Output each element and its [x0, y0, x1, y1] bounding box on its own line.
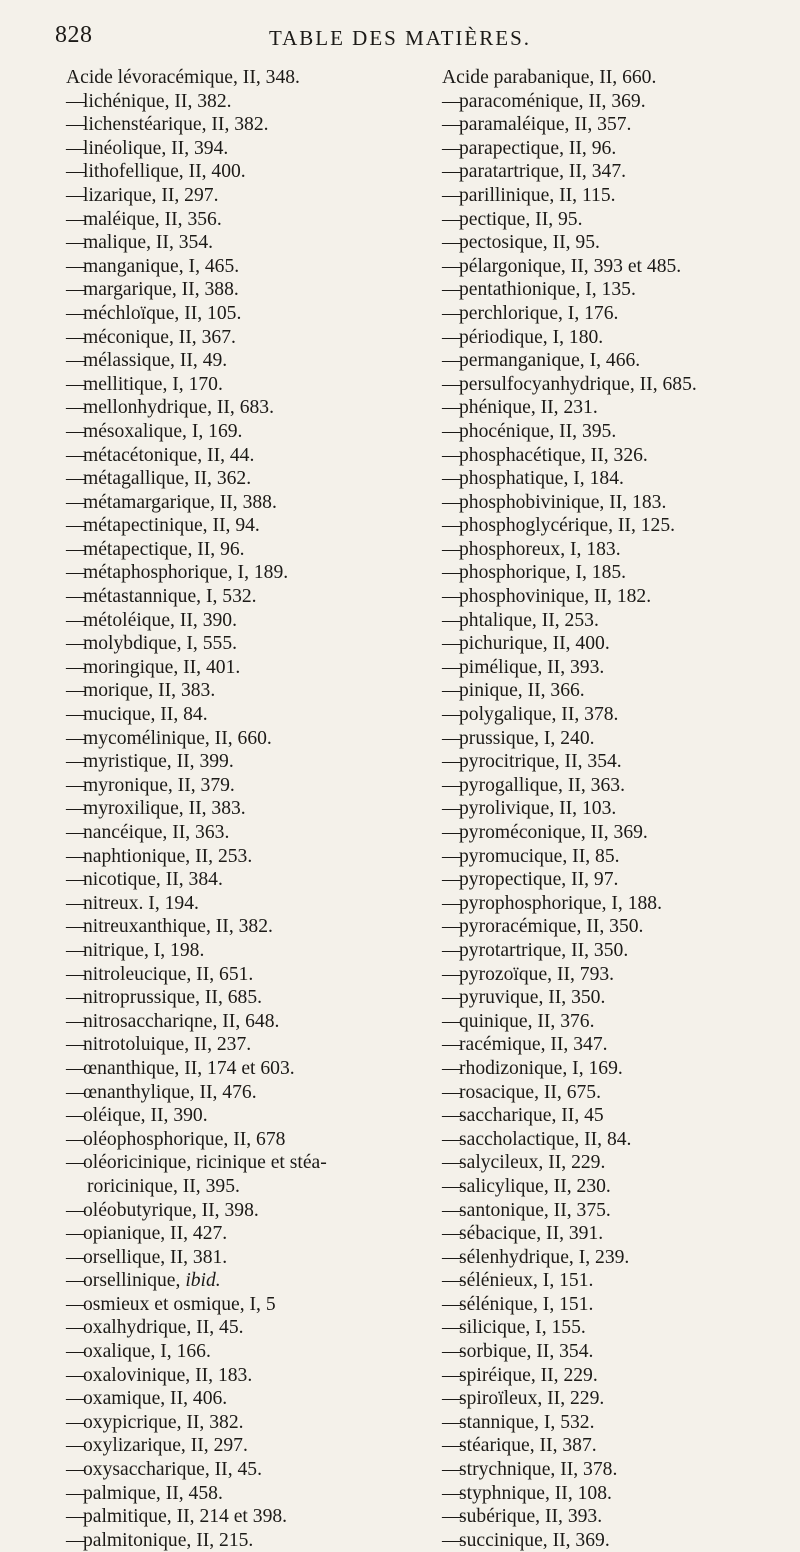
index-entry: [442, 632, 798, 656]
index-entry-text: polygalique, II, 378.: [459, 704, 619, 726]
index-entry: [442, 420, 798, 444]
index-entry: [442, 1340, 798, 1364]
index-entry-text: stéarique, II, 387.: [459, 1435, 597, 1457]
index-entry-text: mycomélinique, II, 660.: [83, 727, 272, 749]
index-entry-text: Acide lévoracémique, II, 348.: [66, 67, 300, 88]
index-entry: [442, 184, 798, 208]
index-entry: [66, 1269, 421, 1293]
index-entry: [66, 1434, 421, 1458]
index-entry-text: Acide parabanique, II, 660.: [442, 67, 657, 88]
index-entry-text: pyrolivique, II, 103.: [459, 798, 617, 820]
index-entry-text: métaphosphorique, I, 189.: [83, 562, 289, 584]
index-entry: [66, 1128, 421, 1152]
index-entry: [442, 868, 798, 892]
index-entry-text: prussique, I, 240.: [459, 727, 595, 749]
index-entry-text: métoléique, II, 390.: [83, 609, 237, 631]
index-entry: [442, 137, 798, 161]
index-entry-text: strychnique, II, 378.: [459, 1459, 618, 1481]
index-entry-text: phosphorique, I, 185.: [459, 562, 627, 584]
index-entry: [66, 915, 421, 939]
index-entry-text: mucique, II, 84.: [83, 704, 208, 726]
index-entry-text: pichurique, II, 400.: [459, 633, 610, 655]
index-entry-text: phosphovinique, II, 182.: [459, 586, 652, 608]
index-entry: [66, 1104, 421, 1128]
index-entry: [66, 514, 421, 538]
index-entry: [442, 90, 798, 114]
index-entry: [66, 1151, 421, 1175]
index-entry-text: persulfocyanhydrique, II, 685.: [459, 373, 697, 395]
index-entry-text: oxalique, I, 166.: [83, 1341, 211, 1363]
index-entry-text: métamargarique, II, 388.: [83, 491, 277, 513]
index-entry-text: palmitonique, II, 215.: [83, 1529, 254, 1551]
index-entry-text: sorbique, II, 354.: [459, 1341, 594, 1363]
index-entry: [66, 1246, 421, 1270]
index-entry-text: palmitique, II, 214 et 398.: [83, 1506, 288, 1528]
index-entry-text: pyrotartrique, II, 350.: [459, 939, 629, 961]
index-entry-text: oléophosphorique, II, 678: [83, 1128, 286, 1150]
index-entry: [442, 750, 798, 774]
index-entry: [66, 774, 421, 798]
index-entry: [66, 609, 421, 633]
index-entry: [442, 585, 798, 609]
index-entry-text: méconique, II, 367.: [83, 326, 236, 348]
index-entry-text: paratartrique, II, 347.: [459, 161, 627, 183]
index-entry-text: perchlorique, I, 176.: [459, 302, 619, 324]
index-entry: [442, 396, 798, 420]
index-entry: [66, 1222, 421, 1246]
index-entry-text: nitrotoluique, II, 237.: [83, 1034, 252, 1056]
index-entry-text: rhodizonique, I, 169.: [459, 1057, 623, 1079]
index-entry-text: parillinique, II, 115.: [459, 184, 616, 206]
index-entry: [442, 1458, 798, 1482]
index-entry-text: oxypicrique, II, 382.: [83, 1411, 244, 1433]
index-entry-text: margarique, II, 388.: [83, 279, 239, 301]
index-entry: [66, 90, 421, 114]
index-entry: [442, 278, 798, 302]
index-entry-text: pyropectique, II, 97.: [459, 869, 619, 891]
index-entry-text: nancéique, II, 363.: [83, 822, 230, 843]
index-entry-text: quinique, II, 376.: [459, 1010, 595, 1032]
index-entry: [66, 538, 421, 562]
index-entry-text: parapectique, II, 96.: [459, 137, 617, 159]
index-entry-text: pyrogallique, II, 363.: [459, 774, 625, 796]
index-entry-text: phtalique, II, 253.: [459, 609, 599, 631]
index-entry: [442, 1387, 798, 1411]
index-column-left: [66, 66, 421, 1552]
index-entry-text: œnanthique, II, 174 et 603.: [83, 1057, 295, 1079]
index-entry: [442, 845, 798, 869]
index-entry-text: orsellique, II, 381.: [83, 1246, 228, 1268]
index-entry-text: manganique, I, 465.: [83, 255, 240, 277]
index-entry-text: nitreuxanthique, II, 382.: [83, 916, 273, 938]
index-entry-text: lichenstéarique, II, 382.: [83, 114, 269, 136]
index-entry-text: sébacique, II, 391.: [459, 1223, 604, 1245]
index-entry-text: nitroprussique, II, 685.: [83, 987, 263, 1009]
index-entry: [442, 1057, 798, 1081]
index-entry-text: permanganique, I, 466.: [459, 350, 641, 372]
index-entry-text: maléique, II, 356.: [83, 208, 222, 230]
index-entry-text: nitrique, I, 198.: [83, 939, 205, 961]
index-entry-text: styphnique, II, 108.: [459, 1482, 612, 1504]
index-entry-text: phosphobivinique, II, 183.: [459, 491, 667, 513]
running-head: TABLE DES MATIÈRES.: [268, 26, 532, 50]
index-entry-text: pyrocitrique, II, 354.: [459, 751, 622, 773]
index-entry: [442, 231, 798, 255]
index-entry-text: osmieux et osmique, I, 5: [83, 1293, 276, 1315]
index-entry-text: subérique, II, 393.: [459, 1506, 603, 1528]
index-entry-text: nicotique, II, 384.: [83, 869, 223, 891]
index-entry: [442, 679, 798, 703]
index-entry: [442, 1434, 798, 1458]
index-entry-text: oléobutyrique, II, 398.: [83, 1199, 259, 1221]
index-entry-text: pyrophosphorique, I, 188.: [459, 892, 662, 914]
index-entry: [442, 326, 798, 350]
index-entry-text: méchloïque, II, 105.: [83, 302, 242, 324]
index-entry: [442, 963, 798, 987]
index-entry-text: roricinique, II, 395.: [87, 1175, 240, 1197]
index-entry-text: stannique, I, 532.: [459, 1411, 595, 1433]
index-entry-text: myroxilique, II, 383.: [83, 798, 246, 820]
index-entry: [442, 609, 798, 633]
index-entry-text: nitroleucique, II, 651.: [83, 963, 254, 985]
index-entry: [442, 444, 798, 468]
index-entry: [66, 1505, 421, 1529]
index-entry: [66, 868, 421, 892]
index-entry-text: saccholactique, II, 84.: [459, 1128, 632, 1150]
index-entry-text: myristique, II, 399.: [83, 751, 234, 773]
index-entry: [66, 1529, 421, 1552]
index-entry: [66, 184, 421, 208]
index-entry: [66, 1458, 421, 1482]
index-entry-text: molybdique, I, 555.: [83, 633, 238, 655]
index-entry: [66, 278, 421, 302]
index-entry: [442, 1010, 798, 1034]
index-entry-text: oléique, II, 390.: [83, 1105, 208, 1127]
index-entry-text: opianique, II, 427.: [83, 1223, 228, 1245]
index-entry: [442, 727, 798, 751]
index-entry: [442, 208, 798, 232]
index-entry-text: métacétonique, II, 44.: [83, 444, 255, 466]
index-entry: [442, 1151, 798, 1175]
index-entry: [442, 1081, 798, 1105]
index-column-right: [442, 66, 798, 1552]
index-entry: [442, 1505, 798, 1529]
index-entry: [66, 986, 421, 1010]
index-entry: [66, 255, 421, 279]
index-entry: [442, 113, 798, 137]
page-number: 828: [55, 22, 93, 48]
index-entry: [442, 1246, 798, 1270]
index-entry: [66, 326, 421, 350]
index-entry-text: nitreux. I, 194.: [83, 892, 199, 914]
index-entry: [66, 679, 421, 703]
index-entry-text: pyromucique, II, 85.: [459, 845, 620, 867]
index-entry: [442, 656, 798, 680]
index-entry: [442, 1175, 798, 1199]
index-entry-text: phosphoglycérique, II, 125.: [459, 515, 676, 537]
index-entry: [442, 467, 798, 491]
index-entry: [66, 1340, 421, 1364]
index-entry: [66, 845, 421, 869]
index-entry: [442, 255, 798, 279]
index-entry-text: oxalovinique, II, 183.: [83, 1364, 253, 1386]
index-entry-text: malique, II, 354.: [83, 232, 214, 254]
index-entry-text: pyrozoïque, II, 793.: [459, 963, 615, 985]
index-entry-text: orsellinique,: [83, 1270, 186, 1292]
index-entry: [66, 444, 421, 468]
index-entry-text: oxalhydrique, II, 45.: [83, 1317, 244, 1339]
index-entry: [66, 797, 421, 821]
index-entry-text: sélenhydrique, I, 239.: [459, 1246, 630, 1268]
index-entry: [66, 727, 421, 751]
index-entry-text: succinique, II, 369.: [459, 1529, 610, 1551]
index-entry: [442, 1529, 798, 1552]
index-entry-text: salycileux, II, 229.: [459, 1152, 606, 1174]
index-entry-text: pimélique, II, 393.: [459, 656, 605, 678]
index-entry-text: silicique, I, 155.: [459, 1317, 586, 1339]
index-entry: [66, 963, 421, 987]
index-entry: [66, 1010, 421, 1034]
index-entry-text: pentathionique, I, 135.: [459, 279, 636, 301]
index-entry-text: saccharique, II, 45: [459, 1105, 604, 1127]
index-entry: [442, 302, 798, 326]
index-entry: [66, 892, 421, 916]
index-entry-text: pyroracémique, II, 350.: [459, 916, 644, 938]
index-entry-text: naphtionique, II, 253.: [83, 845, 253, 867]
index-entry: [442, 538, 798, 562]
index-entry: [442, 66, 798, 90]
index-entry-text: santonique, II, 375.: [459, 1199, 611, 1221]
index-entry-text: pyroméconique, II, 369.: [459, 822, 648, 843]
index-entry-text: phocénique, II, 395.: [459, 420, 617, 442]
index-entry-text: pectique, II, 95.: [459, 208, 583, 230]
index-entry-text: mellonhydrique, II, 683.: [83, 397, 275, 419]
index-entry-text: pinique, II, 366.: [459, 680, 585, 702]
index-entry-text: palmique, II, 458.: [83, 1482, 223, 1504]
index-entry: [66, 160, 421, 184]
index-entry: [442, 1482, 798, 1506]
index-entry: [442, 986, 798, 1010]
index-entry: [442, 514, 798, 538]
index-entry: [66, 137, 421, 161]
index-entry-text: phosphoreux, I, 183.: [459, 538, 621, 560]
index-entry: [66, 113, 421, 137]
index-entry-text: oxysaccharique, II, 45.: [83, 1459, 262, 1481]
index-entry: [442, 160, 798, 184]
index-entry-text: oxamique, II, 406.: [83, 1388, 228, 1410]
index-entry: [442, 1364, 798, 1388]
index-entry-text: mélassique, II, 49.: [83, 350, 228, 372]
index-entry-text: mésoxalique, I, 169.: [83, 420, 243, 442]
index-entry: [442, 797, 798, 821]
index-entry-text: phosphatique, I, 184.: [459, 468, 624, 490]
index-entry-text: paramaléique, II, 357.: [459, 114, 632, 136]
index-entry-text: lichénique, II, 382.: [83, 90, 232, 112]
index-entry: [442, 373, 798, 397]
index-entry: [66, 373, 421, 397]
index-entry: [66, 1364, 421, 1388]
index-entry-text: phénique, II, 231.: [459, 397, 598, 419]
index-entry-italic: ibid.: [185, 1270, 221, 1292]
index-entry: [442, 892, 798, 916]
index-entry: [442, 774, 798, 798]
index-entry-text: phosphacétique, II, 326.: [459, 444, 648, 466]
index-entry-text: spiroïleux, II, 229.: [459, 1388, 605, 1410]
index-entry: [66, 231, 421, 255]
index-entry-text: métapectique, II, 96.: [83, 538, 245, 560]
index-entry: [66, 656, 421, 680]
index-entry-text: morique, II, 383.: [83, 680, 216, 702]
index-entry-text: oléoricinique, ricinique et stéa-: [83, 1152, 327, 1174]
index-entry: [66, 632, 421, 656]
index-entry: [442, 1316, 798, 1340]
index-entry: [66, 1387, 421, 1411]
index-entry: [66, 561, 421, 585]
index-entry: [66, 1057, 421, 1081]
index-entry: [66, 1293, 421, 1317]
index-entry: [66, 208, 421, 232]
index-entry: [66, 396, 421, 420]
index-entry-text: mellitique, I, 170.: [83, 373, 223, 395]
index-entry: [66, 349, 421, 373]
index-entry: [442, 939, 798, 963]
index-entry: [442, 1104, 798, 1128]
index-entry-text: œnanthylique, II, 476.: [83, 1081, 257, 1103]
index-entry: [442, 915, 798, 939]
index-entry-text: lithofellique, II, 400.: [83, 161, 246, 183]
index-entry: [442, 1128, 798, 1152]
index-entry-text: oxylizarique, II, 297.: [83, 1435, 248, 1457]
index-entry: [66, 302, 421, 326]
index-entry: [66, 821, 421, 845]
index-entry: [66, 703, 421, 727]
index-entry-text: linéolique, II, 394.: [83, 137, 229, 159]
index-entry: [442, 1033, 798, 1057]
index-entry: [66, 1081, 421, 1105]
index-entry: [66, 467, 421, 491]
index-entry-text: pélargonique, II, 393 et 485.: [459, 255, 682, 277]
index-entry: [442, 491, 798, 515]
index-entry: [442, 1222, 798, 1246]
index-entry-text: périodique, I, 180.: [459, 326, 604, 348]
index-entry-text: sélénique, I, 151.: [459, 1293, 594, 1315]
index-entry: [442, 349, 798, 373]
index-entry: [66, 420, 421, 444]
index-entry: [66, 750, 421, 774]
index-entry-text: moringique, II, 401.: [83, 656, 241, 678]
index-entry: [442, 561, 798, 585]
index-entry-text: métastannique, I, 532.: [83, 586, 257, 608]
index-entry-text: métapectinique, II, 94.: [83, 515, 260, 537]
index-entry-text: spiréique, II, 229.: [459, 1364, 598, 1386]
index-entry: [66, 1033, 421, 1057]
index-entry-text: lizarique, II, 297.: [83, 184, 219, 206]
index-entry: [66, 1175, 421, 1199]
index-entry: [442, 821, 798, 845]
index-entry-text: métagallique, II, 362.: [83, 468, 252, 490]
index-entry-text: pyruvique, II, 350.: [459, 987, 606, 1009]
index-entry-text: pectosique, II, 95.: [459, 232, 600, 254]
index-entry: [66, 1411, 421, 1435]
index-entry-text: nitrosacchariqne, II, 648.: [83, 1010, 280, 1032]
index-entry: [66, 1199, 421, 1223]
index-entry-text: paracoménique, II, 369.: [459, 90, 646, 112]
index-entry: [442, 1293, 798, 1317]
index-entry: [442, 1411, 798, 1435]
index-entry-text: sélénieux, I, 151.: [459, 1270, 594, 1292]
index-entry: [66, 66, 421, 90]
index-entry: [442, 703, 798, 727]
index-entry: [442, 1199, 798, 1223]
index-entry: [66, 939, 421, 963]
index-entry: [66, 1316, 421, 1340]
index-entry-text: salicylique, II, 230.: [459, 1175, 611, 1197]
index-entry-text: racémique, II, 347.: [459, 1034, 608, 1056]
index-entry-text: myronique, II, 379.: [83, 774, 235, 796]
index-entry: [442, 1269, 798, 1293]
index-entry: [66, 585, 421, 609]
index-entry: [66, 491, 421, 515]
index-entry-text: rosacique, II, 675.: [459, 1081, 602, 1103]
index-entry: [66, 1482, 421, 1506]
